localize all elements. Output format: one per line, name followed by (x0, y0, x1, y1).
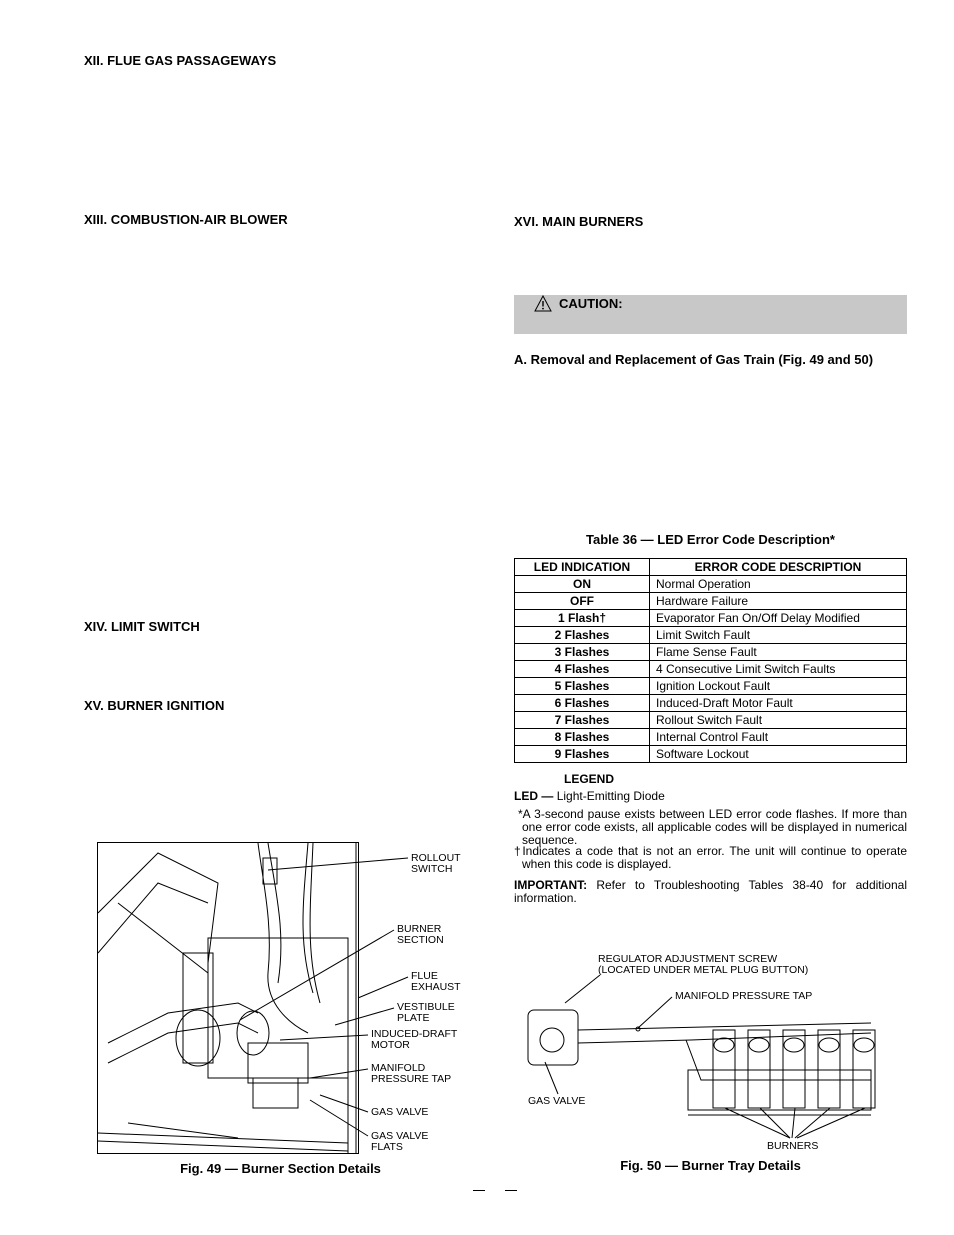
heading-xiii: XIII. COMBUSTION-AIR BLOWER (84, 212, 288, 227)
label-induced-draft-motor: INDUCED-DRAFT MOTOR (371, 1028, 458, 1051)
error-description: Rollout Switch Fault (650, 712, 907, 729)
important-text: Refer to Troubleshooting Tables 38-40 for additional information. (514, 878, 907, 905)
led-indication: 7 Flashes (515, 712, 650, 729)
error-description: Limit Switch Fault (650, 627, 907, 644)
note-star: *A 3-second pause exists between LED error code flashes. If more than one error code exists, all applicable codes will be displayed in numerical sequence. (518, 807, 907, 847)
heading-xvi: XVI. MAIN BURNERS (514, 214, 644, 229)
led-indication: 6 Flashes (515, 695, 650, 712)
led-indication: 8 Flashes (515, 729, 650, 746)
legend-abbr: LED — (514, 789, 554, 803)
fig49-caption: Fig. 49 — Burner Section Details (180, 1161, 381, 1176)
label-regulator-screw: REGULATOR ADJUSTMENT SCREW (LOCATED UNDER METAL PLUG BUTTON) (598, 953, 809, 976)
heading-xiv: XIV. LIMIT SWITCH (84, 619, 200, 634)
col-header-indication: LED INDICATION (515, 559, 650, 576)
led-indication: 1 Flash† (515, 610, 650, 627)
label-gas-valve-flats: GAS VALVE FLATS (371, 1130, 429, 1153)
heading-xv: XV. BURNER IGNITION (84, 698, 225, 713)
label-gas-valve: GAS VALVE (528, 1095, 586, 1107)
led-indication: 3 Flashes (515, 644, 650, 661)
note-dagger: †Indicates a code that is not an error. The unit will continue to operate when this code is displayed. (514, 844, 907, 871)
fig50-caption: Fig. 50 — Burner Tray Details (620, 1158, 801, 1173)
label-rollout-switch: ROLLOUT SWITCH (411, 852, 461, 875)
error-description: 4 Consecutive Limit Switch Faults (650, 661, 907, 678)
col-header-description: ERROR CODE DESCRIPTION (650, 559, 907, 576)
led-indication: OFF (515, 593, 650, 610)
label-gas-valve: GAS VALVE (371, 1106, 429, 1118)
legend-text: Light-Emitting Diode (556, 789, 665, 803)
heading-xii: XII. FLUE GAS PASSAGEWAYS (84, 53, 277, 68)
led-indication: ON (515, 576, 650, 593)
error-description: Internal Control Fault (650, 729, 907, 746)
footer-dash-left (473, 1190, 485, 1191)
label-burner-section: BURNER SECTION (397, 923, 444, 946)
footer-dash-right (505, 1190, 517, 1191)
error-description: Ignition Lockout Fault (650, 678, 907, 695)
subheading-gas-train: A. Removal and Replacement of Gas Train (Fig. 49 and 50) (514, 352, 874, 367)
caution-label: CAUTION: (559, 296, 623, 311)
label-manifold-pressure-tap: MANIFOLD PRESSURE TAP (371, 1062, 452, 1085)
led-indication: 9 Flashes (515, 746, 650, 763)
label-manifold-pressure-tap: MANIFOLD PRESSURE TAP (675, 990, 813, 1002)
error-description: Hardware Failure (650, 593, 907, 610)
error-description: Flame Sense Fault (650, 644, 907, 661)
label-flue-exhaust: FLUE EXHAUST (411, 970, 461, 993)
led-indication: 4 Flashes (515, 661, 650, 678)
led-indication: 5 Flashes (515, 678, 650, 695)
legend-title: LEGEND (564, 772, 615, 786)
error-description: Normal Operation (650, 576, 907, 593)
error-description: Software Lockout (650, 746, 907, 763)
error-description: Induced-Draft Motor Fault (650, 695, 907, 712)
table36-title: Table 36 — LED Error Code Description* (586, 532, 835, 547)
label-burners: BURNERS (767, 1140, 819, 1152)
led-indication: 2 Flashes (515, 627, 650, 644)
label-vestibule-plate: VESTIBULE PLATE (397, 1001, 455, 1024)
important-label: IMPORTANT: (514, 878, 588, 892)
error-description: Evaporator Fan On/Off Delay Modified (650, 610, 907, 627)
